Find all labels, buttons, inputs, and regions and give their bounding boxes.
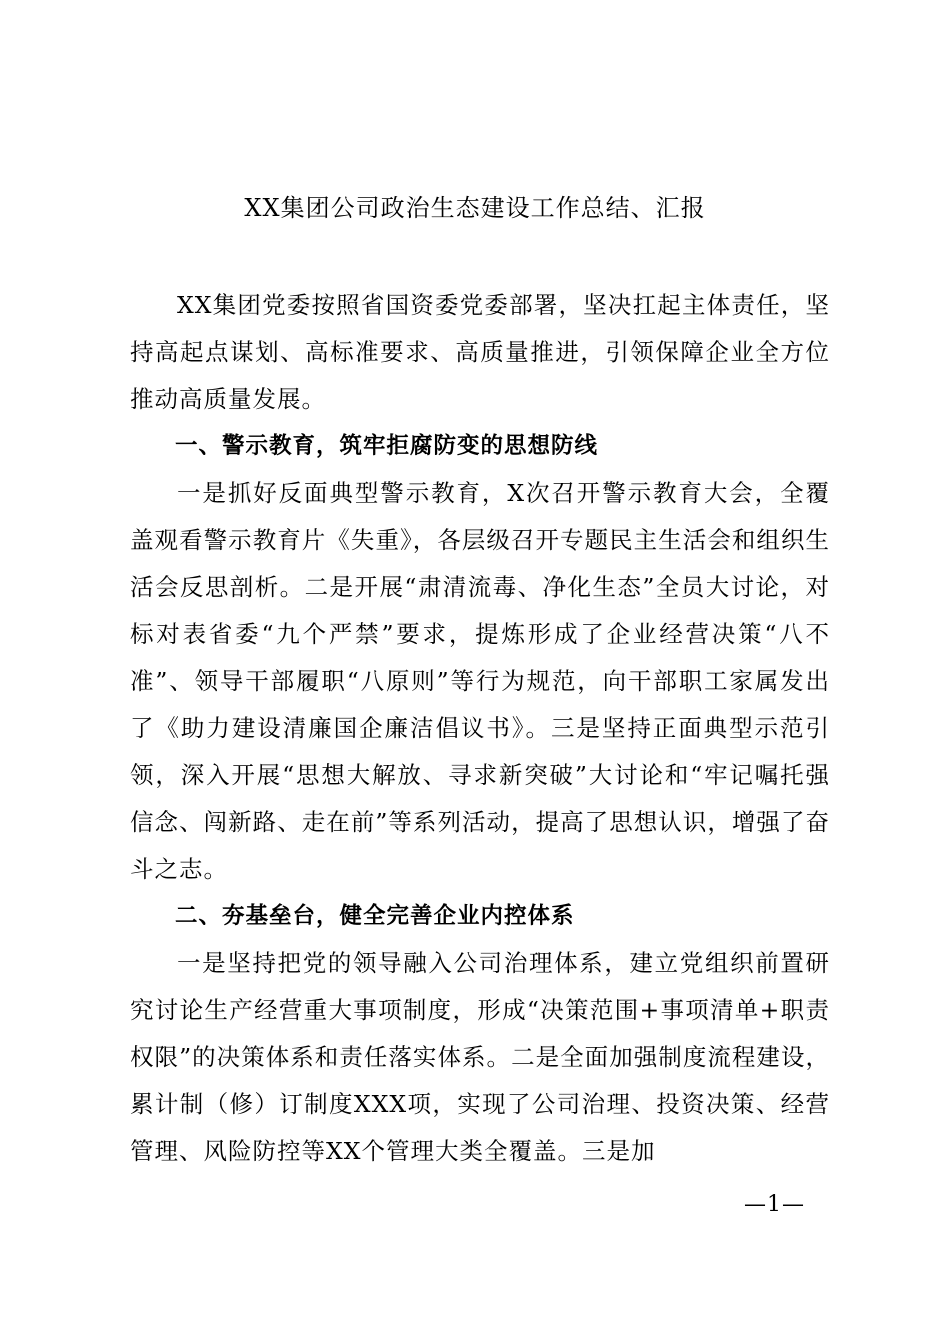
document-body — [130, 282, 830, 1175]
section-heading: 二、夯基垒台，健全完善企业内控体系 — [175, 903, 575, 929]
document-title: XX集团公司政治生态建设工作总结、汇报 — [244, 194, 706, 222]
section-paragraph: 一是抓好反面典型警示教育，X次召开警示教育大会，全覆盖观看警示教育片《失重》，各层级召开专题民主生活会和组织生活会反思剖析。二是开展“肃清流毒、净化生态”全员大讨论，对标对表省委“九个严禁”要求，提炼形成了企业经营决策“八不准”、领导干部履职“八原则”等行为规范，向干部职工家属发出了《助力建设清廉国企廉洁倡议书》。三是坚持正面典型示范引领，深入开展“思想大解放、寻求新突破”大讨论和“牢记嘱托强信念、闯新路、走在前”等系列活动，提高了思想认识，增强了奋斗之志。 — [130, 479, 830, 883]
section-paragraph: 一是坚持把党的领导融入公司治理体系，建立党组织前置研究讨论生产经营重大事项制度，形成“决策范围+事项清单+职责权限”的决策体系和责任落实体系。二是全面加强制度流程建设，累计制（修）订制度XXX项，实现了公司治理、投资决策、经营管理、风险防控等XX个管理大类全覆盖。三是加 — [130, 949, 830, 1165]
section-heading: 一、警示教育，筑牢拒腐防变的思想防线 — [175, 433, 599, 459]
page-number: —1— — [744, 1192, 805, 1217]
intro-paragraph: XX集团党委按照省国资委党委部署，坚决扛起主体责任，坚持高起点谋划、高标准要求、高质量推进，引领保障企业全方位推动高质量发展。 — [130, 291, 830, 413]
